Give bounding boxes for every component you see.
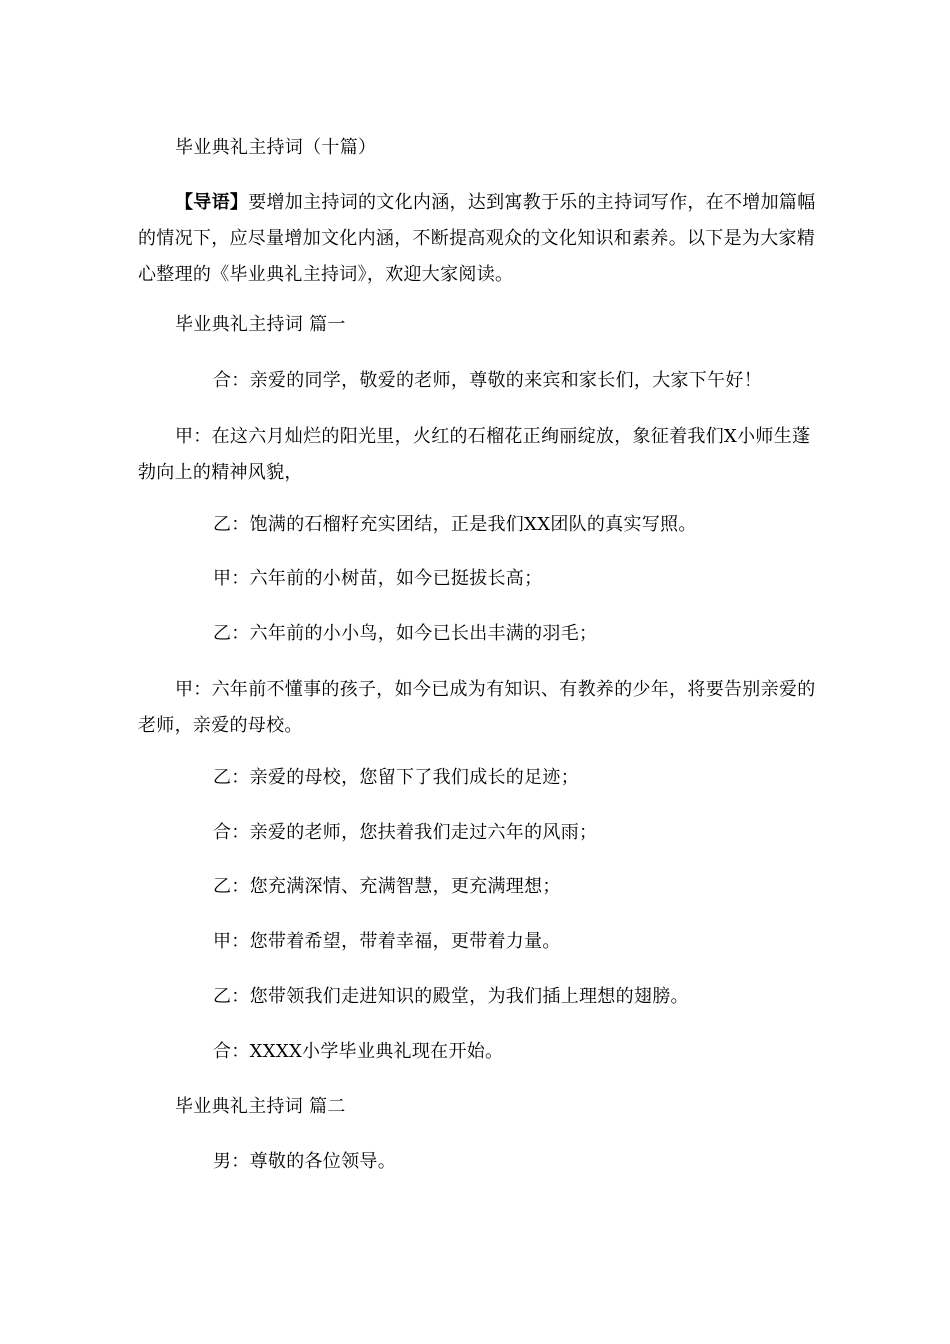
- intro-tag: 【导语】: [175, 192, 249, 213]
- intro-paragraph: [138, 185, 818, 293]
- script-line: 甲：您带着希望，带着幸福，更带着力量。: [213, 931, 561, 952]
- script-line: 乙：六年前的小小鸟，如今已长出丰满的羽毛；: [213, 623, 598, 644]
- script-line: 乙：您充满深情、充满智慧，更充满理想；: [213, 876, 561, 897]
- script-line: 合：亲爱的老师，您扶着我们走过六年的风雨；: [213, 822, 598, 843]
- document-title: 毕业典礼主持词（十篇）: [175, 137, 377, 158]
- script-line: 乙：亲爱的母校，您留下了我们成长的足迹；: [213, 767, 579, 788]
- script-line: 甲：在这六月灿烂的阳光里，火红的石榴花正绚丽绽放，象征着我们X小师生蓬勃向上的精神风貌，: [138, 426, 811, 483]
- script-line: 乙：您带领我们走进知识的殿堂，为我们插上理想的翅膀。: [213, 986, 689, 1007]
- intro-text: 要增加主持词的文化内涵，达到寓教于乐的主持词写作，在不增加篇幅的情况下，应尽量增加文化内涵，不断提高观众的文化知识和素养。以下是为大家精心整理的《毕业典礼主持词》，欢迎大家阅读。: [138, 192, 816, 285]
- section-heading-1: 毕业典礼主持词 篇一: [175, 314, 346, 335]
- script-line: 合：XXXX小学毕业典礼现在开始。: [213, 1041, 504, 1062]
- script-line: 甲：六年前的小树苗，如今已挺拔长高；: [213, 568, 543, 589]
- script-line: 男：尊敬的各位领导。: [213, 1151, 396, 1172]
- script-line: 甲：六年前不懂事的孩子，如今已成为有知识、有教养的少年，将要告别亲爱的老师，亲爱的母校。: [138, 679, 816, 736]
- script-line: 合：亲爱的同学，敬爱的老师，尊敬的来宾和家长们，大家下午好！: [213, 370, 762, 391]
- script-line: 乙：饱满的石榴籽充实团结，正是我们XX团队的真实写照。: [213, 514, 697, 535]
- section-heading-2: 毕业典礼主持词 篇二: [175, 1096, 346, 1117]
